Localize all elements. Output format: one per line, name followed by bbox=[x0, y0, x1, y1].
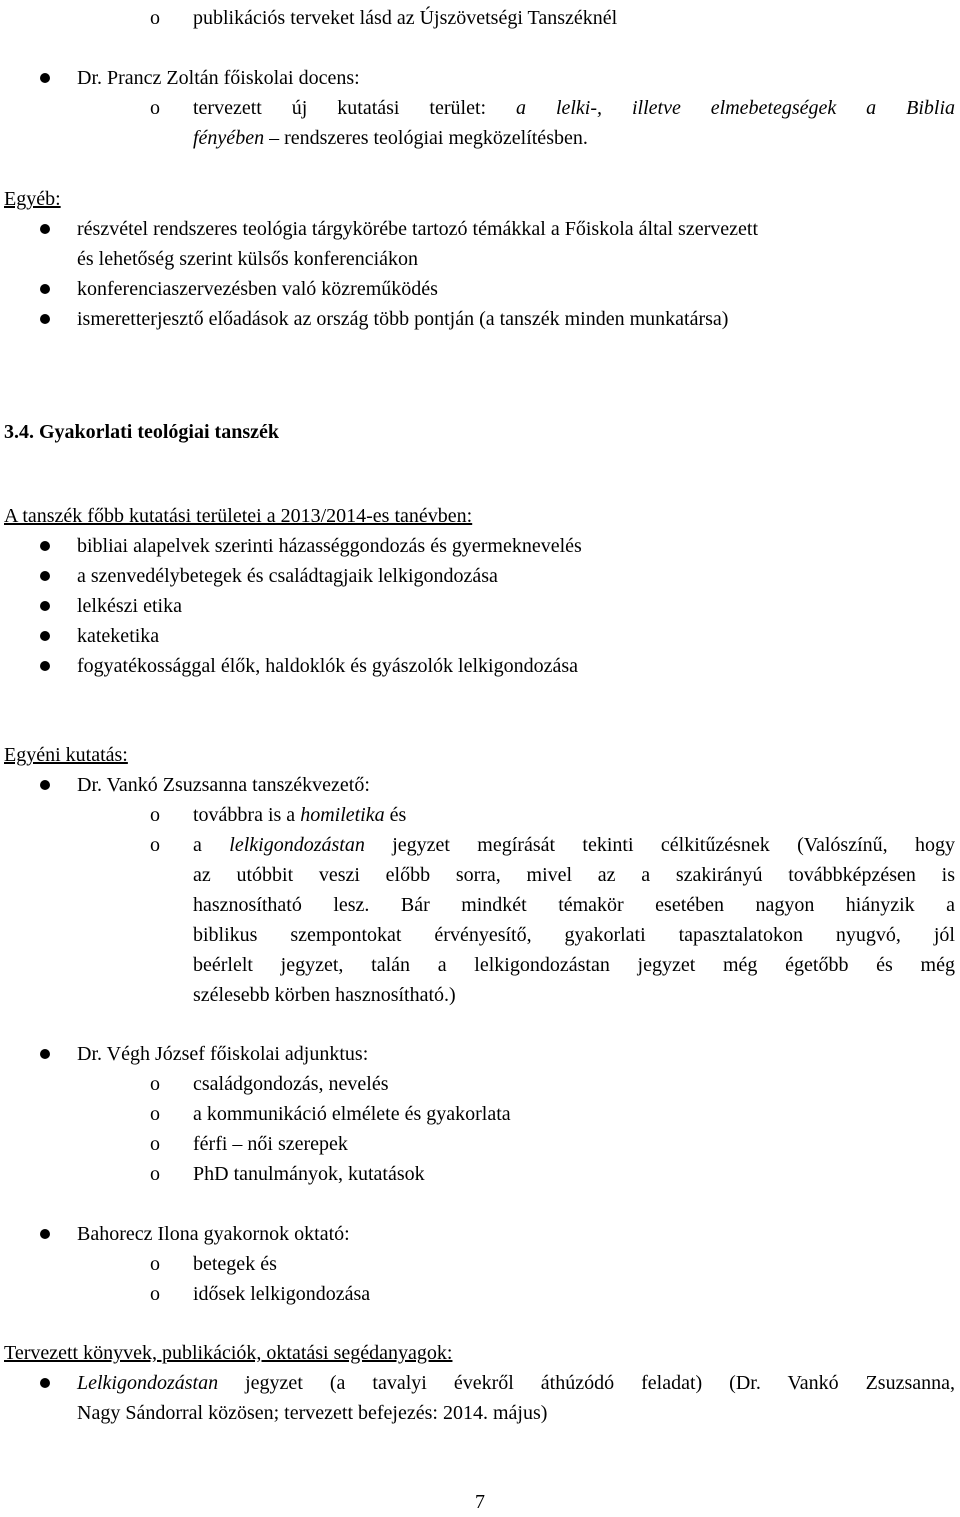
bullet-icon bbox=[40, 284, 50, 294]
vanko-item2-line3: hasznosítható lesz. Bár mindkét témakör esetében nagyon hiányzik a bbox=[193, 894, 955, 916]
vanko-item2-line1 bbox=[193, 830, 955, 860]
prancz-name: Dr. Prancz Zoltán főiskolai docens: bbox=[77, 67, 360, 89]
egyeb-item1-line2: és lehetőség szerint külsős konferenciákon bbox=[77, 248, 419, 270]
egyeb-item1-line1: részvétel rendszeres teológia tárgykörébe tartozó témákkal a Főiskola által szervezett bbox=[77, 218, 758, 240]
kutatasi-line2-plain: – rendszeres teológiai megközelítésben. bbox=[269, 127, 588, 149]
vegh-item: a kommunikáció elmélete és gyakorlata bbox=[193, 1103, 511, 1125]
sub-bullet-marker: o bbox=[150, 7, 160, 29]
tervezett-item-italic: Lelkigondozástan bbox=[77, 1372, 219, 1394]
bullet-icon bbox=[40, 73, 50, 83]
sub-bullet-marker: o bbox=[150, 804, 160, 826]
bahorecz-name: Bahorecz Ilona gyakornok oktató: bbox=[77, 1223, 350, 1245]
sub-bullet-marker: o bbox=[150, 1253, 160, 1275]
bullet-icon bbox=[40, 631, 50, 641]
tervezett-item-rest: jegyzet (a tavalyi évekről áthúzódó feladat) (Dr. Vankó Zsuzsanna, bbox=[245, 1372, 955, 1394]
bullet-icon bbox=[40, 1049, 50, 1059]
page-number: 7 bbox=[475, 1491, 485, 1513]
sub-bullet-marker: o bbox=[150, 1073, 160, 1095]
kutatasi-italic: a lelki-, illetve elmebetegségek a Biblia bbox=[516, 97, 955, 119]
kutatasi-line1 bbox=[193, 93, 955, 123]
research-heading: A tanszék főbb kutatási területei a 2013/2014-es tanévben: bbox=[4, 505, 473, 527]
bullet-icon bbox=[40, 541, 50, 551]
bahorecz-item: betegek és bbox=[193, 1253, 277, 1275]
research-item: kateketika bbox=[77, 625, 160, 647]
egyeni-heading: Egyéni kutatás: bbox=[4, 744, 128, 766]
bullet-icon bbox=[40, 661, 50, 671]
tervezett-heading: Tervezett könyvek, publikációk, oktatási segédanyagok: bbox=[4, 1342, 453, 1364]
section-title: 3.4. Gyakorlati teológiai tanszék bbox=[4, 421, 279, 443]
research-item: fogyatékossággal élők, haldoklók és gyászolók lelkigondozása bbox=[77, 655, 578, 677]
bullet-icon bbox=[40, 224, 50, 234]
vanko-item2-line5: beérlelt jegyzet, talán a lelkigondozástan jegyzet még égetőbb és még bbox=[193, 954, 955, 976]
vegh-item: férfi – női szerepek bbox=[193, 1133, 348, 1155]
vanko-item2-a: a bbox=[193, 834, 202, 856]
bullet-icon bbox=[40, 314, 50, 324]
sub-bullet-marker: o bbox=[150, 1283, 160, 1305]
sub-bullet-marker: o bbox=[150, 1133, 160, 1155]
vanko-item2-italic: lelkigondozástan bbox=[229, 834, 365, 856]
vegh-item: PhD tanulmányok, kutatások bbox=[193, 1163, 425, 1185]
vanko-item2-rest: jegyzet megírását tekinti célkitűzésnek (Valószínű, hogy bbox=[392, 834, 956, 856]
bahorecz-item: idősek lelkigondozása bbox=[193, 1283, 371, 1305]
research-item: a szenvedélybetegek és családtagjaik lelkigondozása bbox=[77, 565, 498, 587]
vanko-item2-line2: az utóbbit veszi előbb sorra, mivel az a szakirányú továbbképzésen is bbox=[193, 864, 955, 886]
research-item: bibliai alapelvek szerinti házasséggondozás és gyermeknevelés bbox=[77, 535, 582, 557]
kutatasi-line2 bbox=[193, 123, 588, 153]
vanko-item1-end: és bbox=[389, 804, 407, 826]
tervezett-item-line2: Nagy Sándorral közösen; tervezett befejezés: 2014. május) bbox=[77, 1402, 548, 1424]
bullet-icon bbox=[40, 780, 50, 790]
egyeb-item2: konferenciaszervezésben való közreműködés bbox=[77, 278, 438, 300]
kutatasi-line2-italic: fényében bbox=[193, 127, 265, 149]
vanko-item1-italic: homiletika bbox=[300, 804, 385, 826]
publikacios-line: publikációs terveket lásd az Újszövetségi Tanszéknél bbox=[193, 7, 618, 29]
tervezett-item-line1 bbox=[77, 1368, 955, 1398]
vanko-item1-plain: továbbra is a bbox=[193, 804, 296, 826]
vanko-item2-line4: biblikus szempontokat érvényesítő, gyakorlati tapasztalatokon nyugvó, jól bbox=[193, 924, 955, 946]
sub-bullet-marker: o bbox=[150, 97, 160, 119]
vanko-item1 bbox=[193, 800, 406, 830]
sub-bullet-marker: o bbox=[150, 1103, 160, 1125]
bullet-icon bbox=[40, 1378, 50, 1388]
bullet-icon bbox=[40, 601, 50, 611]
vanko-item2-line6: szélesebb körben hasznosítható.) bbox=[193, 984, 456, 1006]
bullet-icon bbox=[40, 1229, 50, 1239]
sub-bullet-marker: o bbox=[150, 834, 160, 856]
research-item: lelkészi etika bbox=[77, 595, 182, 617]
vegh-name: Dr. Végh József főiskolai adjunktus: bbox=[77, 1043, 369, 1065]
bullet-icon bbox=[40, 571, 50, 581]
egyeb-item3: ismeretterjesztő előadások az ország több pontján (a tanszék minden munkatársa) bbox=[77, 308, 729, 330]
sub-bullet-marker: o bbox=[150, 1163, 160, 1185]
egyeb-heading: Egyéb: bbox=[4, 188, 61, 210]
vegh-item: családgondozás, nevelés bbox=[193, 1073, 389, 1095]
vanko-name: Dr. Vankó Zsuzsanna tanszékvezető: bbox=[77, 774, 370, 796]
kutatasi-plain: tervezett új kutatási terület: bbox=[193, 97, 487, 119]
